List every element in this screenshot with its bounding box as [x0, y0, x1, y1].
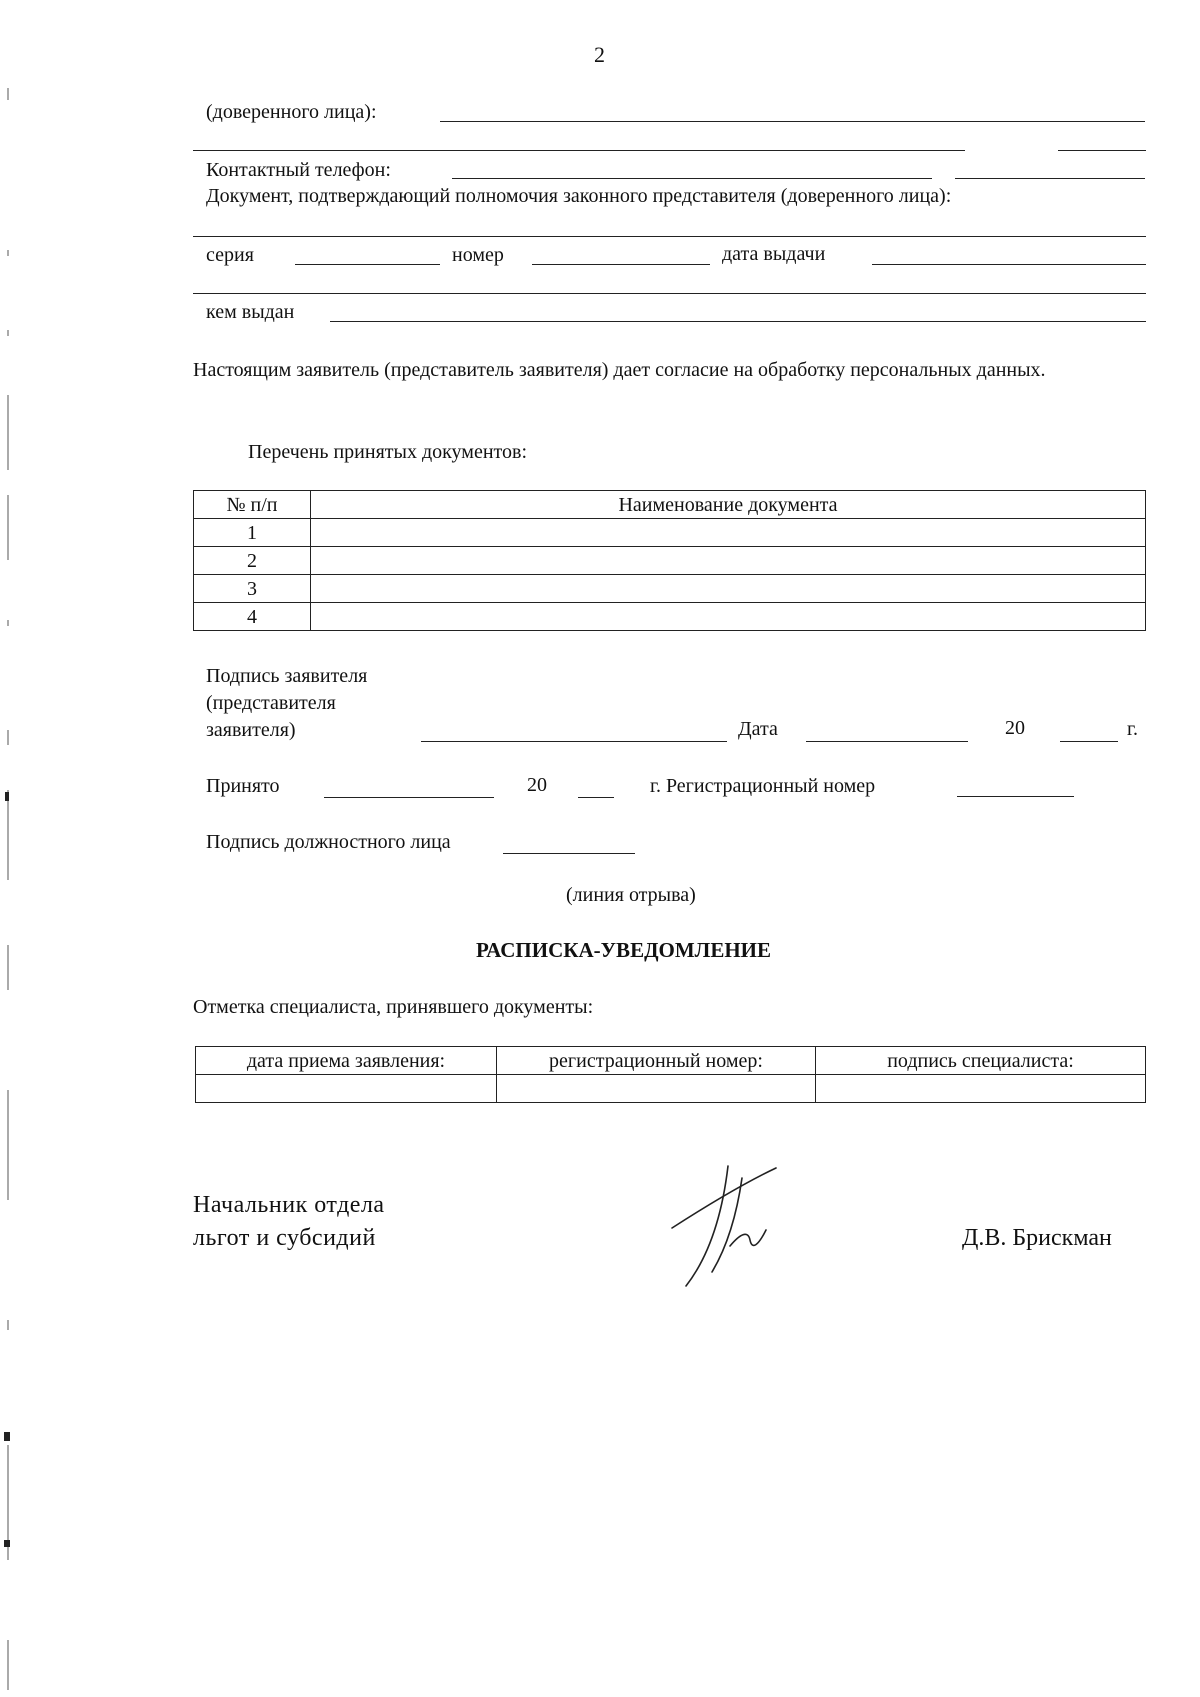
- separator-line: [193, 293, 1146, 294]
- year-suffix: г.: [1127, 718, 1138, 740]
- phone-field-line[interactable]: [452, 178, 932, 179]
- row-number: 3: [194, 575, 311, 603]
- issued-by-label: кем выдан: [206, 301, 295, 323]
- issue-date-field-line[interactable]: [872, 264, 1146, 265]
- column-header-number: № п/п: [194, 491, 311, 519]
- series-label: серия: [206, 244, 254, 266]
- trustee-field-line[interactable]: [440, 121, 1145, 122]
- receipt-date-cell[interactable]: [196, 1075, 497, 1103]
- extra-field-line: [193, 150, 965, 151]
- table-header-row: [196, 1047, 1146, 1075]
- column-header-specialist-signature: подпись специалиста:: [816, 1047, 1146, 1075]
- registration-number-label: г. Регистрационный номер: [650, 775, 876, 797]
- extra-field-line-right: [1058, 150, 1146, 151]
- accepted-date-line[interactable]: [324, 797, 494, 798]
- accepted-year-line[interactable]: [578, 797, 614, 798]
- handwritten-signature: [670, 1160, 780, 1290]
- table-row: [194, 547, 1146, 575]
- applicant-signature-label-2: (представителя: [206, 692, 336, 714]
- table-row: [194, 519, 1146, 547]
- receipt-table: [195, 1046, 1146, 1103]
- doc-name-cell[interactable]: [311, 603, 1146, 631]
- applicant-signature-label-1: Подпись заявителя: [206, 665, 368, 687]
- doc-name-cell[interactable]: [311, 575, 1146, 603]
- doc-name-cell[interactable]: [311, 547, 1146, 575]
- phone-label: Контактный телефон:: [206, 159, 391, 181]
- documents-list-heading: Перечень принятых документов:: [248, 441, 528, 463]
- tear-line-label: (линия отрыва): [566, 884, 696, 906]
- position-line-2: льгот и субсидий: [193, 1225, 376, 1251]
- row-number: 1: [194, 519, 311, 547]
- date-label: Дата: [738, 718, 778, 740]
- series-field-line[interactable]: [295, 264, 440, 265]
- row-number: 4: [194, 603, 311, 631]
- official-signature-label: Подпись должностного лица: [206, 831, 451, 853]
- scan-edge-marks: [0, 0, 22, 1697]
- doc-name-cell[interactable]: [311, 519, 1146, 547]
- specialist-mark-label: Отметка специалиста, принявшего документы:: [193, 996, 594, 1018]
- specialist-signature-cell[interactable]: [816, 1075, 1146, 1103]
- issue-date-label: дата выдачи: [722, 243, 826, 265]
- official-signature-line[interactable]: [503, 853, 635, 854]
- applicant-signature-label-3: заявителя): [206, 719, 296, 741]
- authority-doc-line: [193, 236, 1146, 237]
- phone-field-line-right: [955, 178, 1145, 179]
- table-header-row: [194, 491, 1146, 519]
- column-header-registration-number: регистрационный номер:: [497, 1047, 816, 1075]
- authority-doc-label: Документ, подтверждающий полномочия законного представителя (доверенного лица):: [206, 185, 952, 207]
- registration-number-cell[interactable]: [497, 1075, 816, 1103]
- table-row: [194, 603, 1146, 631]
- accepted-year-prefix: 20: [527, 774, 547, 796]
- position-line-1: Начальник отдела: [193, 1192, 385, 1218]
- trustee-label: (доверенного лица):: [206, 101, 377, 123]
- year-prefix: 20: [1005, 717, 1025, 739]
- issued-by-field-line[interactable]: [330, 321, 1146, 322]
- official-name: Д.В. Брискман: [962, 1225, 1112, 1251]
- column-header-doc-name: Наименование документа: [311, 491, 1146, 519]
- year-field-line[interactable]: [1060, 741, 1118, 742]
- table-row: [196, 1075, 1146, 1103]
- row-number: 2: [194, 547, 311, 575]
- number-label: номер: [452, 244, 504, 266]
- receipt-title: РАСПИСКА-УВЕДОМЛЕНИЕ: [476, 938, 772, 962]
- number-field-line[interactable]: [532, 264, 710, 265]
- page-number: 2: [594, 42, 605, 67]
- date-field-line[interactable]: [806, 741, 968, 742]
- documents-table: [193, 490, 1146, 631]
- accepted-label: Принято: [206, 775, 280, 797]
- consent-text: Настоящим заявитель (представитель заявителя) дает согласие на обработку персональных данных.: [193, 359, 1046, 381]
- applicant-signature-line[interactable]: [421, 741, 727, 742]
- table-row: [194, 575, 1146, 603]
- registration-number-line[interactable]: [957, 796, 1074, 797]
- column-header-receipt-date: дата приема заявления:: [196, 1047, 497, 1075]
